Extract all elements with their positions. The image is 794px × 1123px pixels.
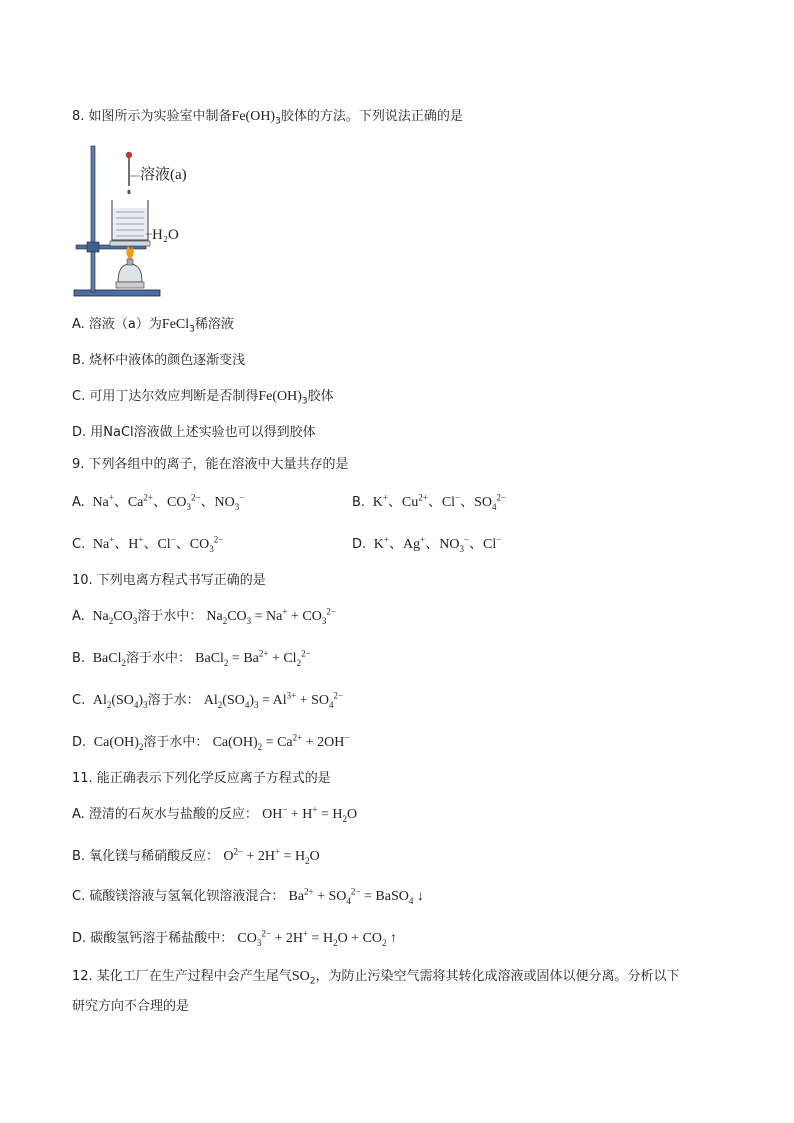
q12-stem-line2: 研究方向不合理的是 — [72, 999, 190, 1014]
wire-gauze — [110, 241, 150, 246]
q11-option-c: C. 硫酸镁溶液与氢氧化钡溶液混合： $Ba^{2+} + SO_4^{2-}$ = BaSO$_4$ ↓ — [72, 886, 424, 906]
beaker-liquid — [113, 208, 147, 239]
q9-option-d: D. K+、Ag+、$NO_3^-$、Cl− — [352, 534, 502, 554]
q8-option-c: C. 可用丁达尔效应判断是否制得$Fe(OH)_3$胶体 — [72, 389, 334, 407]
droplet — [127, 190, 130, 194]
q8-option-d: D. 用NaCl溶液做上述实验也可以得到胶体 — [72, 425, 316, 440]
q10-option-a: A. $Na_2CO_3$溶于水中： $Na_2CO_3 = Na^+ + CO_3^{2-}$ — [72, 606, 336, 626]
q10-stem: 10. 下列电离方程式书写正确的是 — [72, 573, 266, 588]
q11-stem: 11. 能正确表示下列化学反应离子方程式的是 — [72, 771, 331, 786]
q9-option-a: A. Na+、$Ca^{2+}$、$CO_3^{2-}$、$NO_3^-$ — [72, 492, 245, 512]
q9-stem: 9. 下列各组中的离子，能在溶液中大量共存的是 — [72, 457, 349, 472]
stand-rod — [91, 146, 95, 292]
q11-option-b: B. 氧化镁与稀硝酸反应： $O^{2-} + 2H^+ = H_2O$ — [72, 846, 320, 866]
dropper-bulb — [126, 152, 132, 158]
q9-option-c: C. Na+、H+、Cl−、$CO_3^{2-}$ — [72, 534, 224, 554]
label-water: H₂O — [152, 227, 179, 243]
q11-option-d: D. 碳酸氢钙溶于稀盐酸中： $CO_3^{2-} + 2H^+ = H_2O + CO_2$ ↑ — [72, 928, 398, 948]
q8-stem: 8. 如图所示为实验室中制备$Fe(OH)_3$胶体的方法。下列说法正确的是 — [72, 109, 463, 127]
stand-base — [74, 290, 160, 296]
label-solution-a: 溶液(a) — [140, 167, 187, 183]
q11-option-a: A. 澄清的石灰水与盐酸的反应： $OH^- + H^+ = H_2O$ — [72, 804, 358, 824]
q12-stem: 12. 某化工厂在生产过程中会产生尾气$SO_2$，为防止污染空气需将其转化成溶液或固体以便分离。分析以下 — [72, 969, 680, 987]
q10-option-d: D. $Ca(OH)_2$溶于水中： $Ca(OH)_2 = Ca^{2+} + 2OH^-$ — [72, 732, 350, 752]
q10-option-b: B. BaCl$_2$溶于水中： BaCl$_2$ = $Ba^{2+} + Cl_2^{2-}$ — [72, 648, 311, 668]
q10-option-c: C. $Al_2(SO_4)_3$溶于水： $Al_2(SO_4)_3 = Al^{3+} + SO_4^{2-}$ — [72, 690, 344, 710]
flame — [126, 246, 133, 260]
q8-option-b: B. 烧杯中液体的颜色逐渐变浅 — [72, 353, 246, 368]
q8-option-a: A. 溶液（a）为FeCl$_3$稀溶液 — [72, 317, 234, 335]
alcohol-lamp — [118, 264, 142, 282]
q9-option-b: B. K+、$Cu^{2+}$、Cl−、$SO_4^{2-}$ — [352, 492, 507, 512]
clamp — [87, 242, 99, 252]
